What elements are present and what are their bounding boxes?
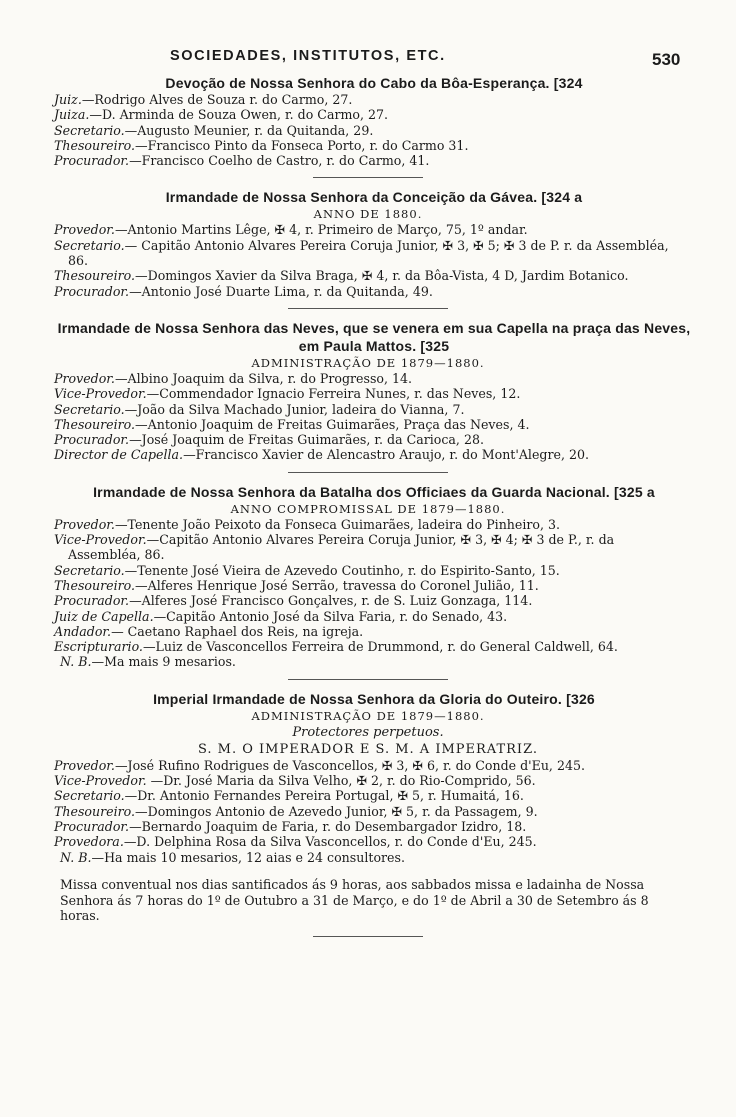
entry-role: Procurador. [54,283,130,299]
entry-text: —Commendador Ignacio Ferreira Nunes, r. das Neves, 12. [146,386,521,402]
section-nossa-senhora-neves [0,319,736,463]
entry-line [54,804,690,819]
section-subtitle: ADMINISTRAÇÃO DE 1879—1880. [251,355,485,370]
section-subtitle: ANNO DE 1880. [313,207,423,222]
entry-line [54,153,690,168]
entry-text: —José Joaquim de Freitas Guimarães, r. da Carioca, 28. [129,432,484,448]
section-divider [288,308,448,309]
entry-role: Provedor. [54,516,115,532]
entry-text: —Dr. José Maria da Silva Velho, ✠ 2, r. do Rio-Comprido, 56. [146,773,536,789]
entry-line [54,834,690,849]
section-title: Devoção de Nossa Senhora do Cabo da Bôa-Esperança. [324 [165,75,583,91]
section-subtitle-imperadores: S. M. O IMPERADOR E S. M. A IMPERATRIZ. [197,741,539,757]
entry-text: —Bernardo Joaquim de Faria, r. do Desembargador Izidro, 18. [129,818,527,834]
entry-text: —D. Arminda de Souza Owen, r. do Carmo, 27. [89,107,389,123]
entry-role: Thesoureiro. [54,416,136,432]
entry-list [0,758,736,865]
section-subtitle-protectores: Protectores perpetuos. [292,724,444,740]
section-title: Imperial Irmandade de Nossa Senhora da Gloria do Outeiro. [326 [153,690,595,707]
entry-list [0,222,736,298]
entry-role: Secretario. [54,788,125,804]
entry-line [54,222,690,237]
entry-text: —Alferes Henrique José Serrão, travessa do Coronel Julião, 11. [135,577,539,593]
entry-line [54,402,690,417]
entry-line [54,758,690,773]
entry-list [0,92,736,168]
entry-text: —Dr. Antonio Fernandes Pereira Portugal, ✠ 5, r. Humaitá, 16. [124,788,524,804]
entry-role: Andador. [54,623,112,639]
entry-role: N. B. [60,654,92,670]
entry-text: —Francisco Coelho de Castro, r. do Carmo, 41. [129,153,430,169]
entry-text: —José Rufino Rodrigues de Vasconcellos, ✠ 3, ✠ 6, r. do Conde d'Eu, 245. [114,757,585,773]
entry-line [54,284,690,299]
section-divider [288,679,448,680]
entry-role: Thesoureiro. [54,577,136,593]
page-number: 530 [652,50,681,69]
entry-role: Secretario. [54,122,125,138]
entry-text: —Francisco Pinto da Fonseca Porto, r. do Carmo 31. [135,137,469,153]
entry-role: Thesoureiro. [54,803,136,819]
entry-role: Vice-Provedor. [54,773,147,789]
entry-line [54,517,690,532]
entry-role: Provedora. [54,834,124,850]
entry-text: —João da Silva Machado Junior, ladeira do Vianna, 7. [124,401,465,417]
entry-text: —D. Delphina Rosa da Silva Vasconcellos, r. do Conde d'Eu, 245. [123,834,537,850]
entry-role: N. B. [60,849,92,865]
entry-line [54,92,690,107]
entry-text: —Domingos Antonio de Azevedo Junior, ✠ 5, r. da Passagem, 9. [135,803,538,819]
entry-role: Secretario. [54,237,125,253]
entry-text: —Tenente José Vieira de Azevedo Coutinho, r. do Espirito-Santo, 15. [124,562,560,578]
section-conceicao-gavea [0,188,736,298]
page-end-divider [313,936,423,937]
entry-line [54,609,690,624]
entry-text: —Capitão Antonio José da Silva Faria, r. do Senado, 43. [153,608,508,624]
entry-line [54,447,690,462]
entry-line [54,593,690,608]
entry-role: Procurador. [54,153,130,169]
entry-line [54,773,690,788]
entry-text: —Ma mais 9 mesarios. [91,654,236,670]
section-title: Irmandade de Nossa Senhora da Batalha dos Officiaes da Guarda Nacional. [325 a [93,483,655,500]
entry-text: —Augusto Meunier, r. da Quitanda, 29. [124,122,374,138]
entry-line [54,371,690,386]
entry-text: —Tenente João Peixoto da Fonseca Guimarães, ladeira do Pinheiro, 3. [114,516,561,532]
entry-role: Provedor. [54,757,115,773]
entry-role: Vice-Provedor. [54,532,147,548]
entry-line [54,386,690,401]
entry-role: Provedor. [54,370,115,386]
section-title: Irmandade de Nossa Senhora das Neves, que se venera em sua Capella na praça das Neves, em Paula Mattos. [325 [57,319,691,354]
entry-role: Director de Capella. [54,447,184,463]
section-divider [313,177,423,178]
entry-list [0,371,736,463]
section-divider [288,472,448,473]
entry-line [54,107,690,122]
entry-list [0,517,736,670]
entry-text: —Antonio Joaquim de Freitas Guimarães, Praça das Neves, 4. [135,416,530,432]
entry-line [54,417,690,432]
section-title: Irmandade de Nossa Senhora da Conceição da Gávea. [324 a [165,189,583,206]
note-line [54,850,690,865]
entry-text: —Domingos Xavier da Silva Braga, ✠ 4, r. da Bôa-Vista, 4 D, Jardim Botanico. [135,268,629,284]
entry-role: Juiz. [54,92,82,107]
entry-line [54,238,690,269]
entry-role: Thesoureiro. [54,137,136,153]
section-devocao-cabo [0,74,736,168]
entry-line [54,788,690,803]
entry-text: — Caetano Raphael dos Reis, na igreja. [111,623,364,639]
entry-role: Juiz de Capella. [54,608,154,624]
mass-schedule-paragraph: Missa conventual nos dias santificados ás 9 horas, aos sabbados missa e ladainha de Nossa Senhora ás 7 horas do 1º de Outubro a 31 de Março, e do 1º de Abril a 30 de Setembro ás 8 horas. [60,877,649,923]
note-line [54,654,690,669]
entry-text: —Rodrigo Alves de Souza r. do Carmo, 27. [81,92,353,107]
entry-text: —Albino Joaquim da Silva, r. do Progresso, 14. [114,370,413,386]
page-content [0,74,736,947]
entry-line [54,624,690,639]
entry-text: —Francisco Xavier de Alencastro Araujo, r. do Mont'Alegre, 20. [183,447,589,463]
entry-text: —Alferes José Francisco Gonçalves, r. de S. Luiz Gonzaga, 114. [129,593,533,609]
entry-role: Thesoureiro. [54,268,136,284]
entry-role: Juiza. [54,107,90,123]
entry-line [54,268,690,283]
section-subtitle: ANNO COMPROMISSAL DE 1879—1880. [230,501,506,516]
entry-line [54,123,690,138]
entry-text: —Luiz de Vasconcellos Ferreira de Drummond, r. do General Caldwell, 64. [142,639,618,655]
entry-role: Procurador. [54,432,130,448]
entry-role: Vice-Provedor. [54,386,147,402]
entry-text: —Antonio Martins Lêge, ✠ 4, r. Primeiro de Março, 75, 1º andar. [114,222,528,238]
entry-role: Procurador. [54,818,130,834]
entry-line [54,432,690,447]
running-title: SOCIEDADES, INSTITUTOS, ETC. [170,48,446,64]
entry-role: Procurador. [54,593,130,609]
entry-line [54,138,690,153]
entry-role: Escripturario. [54,639,143,655]
entry-line [54,578,690,593]
entry-text: —Capitão Antonio Alvares Pereira Coruja Junior, ✠ 3, ✠ 4; ✠ 3 de P., r. da Assembléa, 86. [68,532,615,563]
entry-line [54,819,690,834]
entry-role: Provedor. [54,222,115,238]
entry-role: Secretario. [54,401,125,417]
entry-line [54,639,690,654]
entry-text: —Antonio José Duarte Lima, r. da Quitanda, 49. [129,283,433,299]
entry-text: —Ha mais 10 mesarios, 12 aias e 24 consultores. [91,849,405,865]
entry-line [54,532,690,563]
entry-line [54,563,690,578]
section-gloria-outeiro [0,690,736,924]
section-batalha-guarda-nacional [0,483,736,670]
entry-role: Secretario. [54,562,125,578]
section-subtitle: ADMINISTRAÇÃO DE 1879—1880. [251,708,485,723]
entry-text: — Capitão Antonio Alvares Pereira Coruja Junior, ✠ 3, ✠ 5; ✠ 3 de P. r. da Assembléa, 86. [68,237,669,269]
